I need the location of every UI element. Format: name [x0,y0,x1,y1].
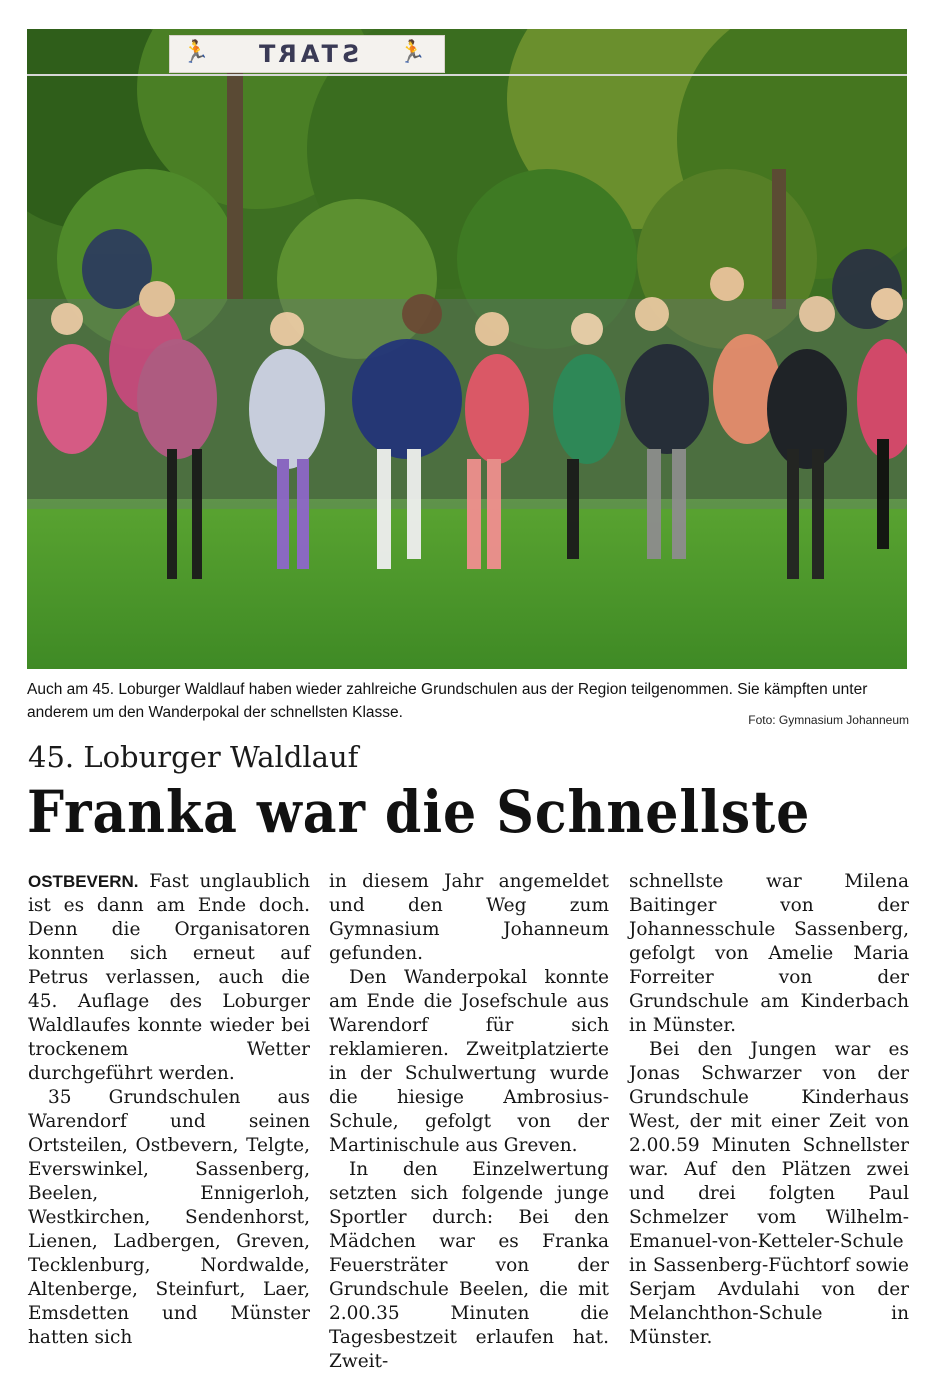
article-column-2 [329,870,609,1374]
paragraph: 35 Grundschulen aus Warendorf und seinen Ortsteilen, Ostbevern, Telgte, Everswinkel, Sassenberg, Beelen, Ennigerloh, Westkirchen, Sendenhorst, Lienen, Ladbergen, Greven, Tecklenburg, Nordwalde, Altenberge, Steinfurt, Laer, Emsdetten und Münster hatten sich [28,1087,310,1348]
banner-text: START [254,40,360,68]
runner-icon: 🏃 [182,40,214,65]
paragraph: schnellste war Milena Baitinger von der Johannesschule Sassenberg, gefolgt von Amelie Maria Forreiter von der Grundschule am Kinderbach in Münster. [629,871,909,1036]
paragraph [28,870,310,1086]
paragraph: In den Einzelwertung setzten sich folgende junge Sportler durch: Bei den Mädchen war es Franka Feuersträter von der Grundschule Beelen, die mit 2.00.35 Minuten die Tagesbestzeit erlaufen hat. Zweit- [329,1159,609,1372]
photo-caption [27,678,909,727]
caption-text: Auch am 45. Loburger Waldlauf haben wieder zahlreiche Grundschulen aus der Region teilgenommen. Sie kämpften unter anderem um den Wanderpokal der schnellsten Klasse. [27,681,868,721]
photo-credit: Foto: Gymnasium Johanneum [748,713,909,727]
article-photo [27,29,907,669]
paragraph: Den Wanderpokal konnte am Ende die Josefschule aus Warendorf für sich reklamieren. Zweitplatzierte in der Schulwertung wurde die hiesige Ambrosius-Schule, gefolgt von der Martinischule aus Greven. [329,967,609,1156]
runner-icon: 🏃 [398,40,430,65]
article-headline: Franka war die Schnellste [27,778,811,846]
paragraph: Bei den Jungen war es Jonas Schwarzer von der Grundschule Kinderhaus West, der mit einer Zeit von 2.00.59 Minuten Schnellster war. Auf den Plätzen zwei und drei folgten Paul Schmelzer vom Wilhelm-Emanuel-von-Ketteler-Schule in Sassenberg-Füchtorf sowie Serjam Avdulahi von der Melanchthon-Schule in Münster. [629,1039,909,1348]
start-banner [169,35,445,73]
photo-illustration [27,29,907,669]
paragraph-text: Fast unglaublich ist es dann am Ende doch. Denn die Organisatoren konnten sich erneut auf Petrus verlassen, auch die 45. Auflage des Loburger Waldlaufes konnte wieder bei trockenem Wetter durchgeführt werden. [28,871,310,1084]
article-column-1 [28,870,310,1350]
paragraph: in diesem Jahr angemeldet und den Weg zum Gymnasium Johanneum gefunden. [329,871,609,964]
article-overline: 45. Loburger Waldlauf [28,740,359,774]
dateline: OSTBEVERN. [28,872,139,891]
article-column-3 [629,870,909,1350]
